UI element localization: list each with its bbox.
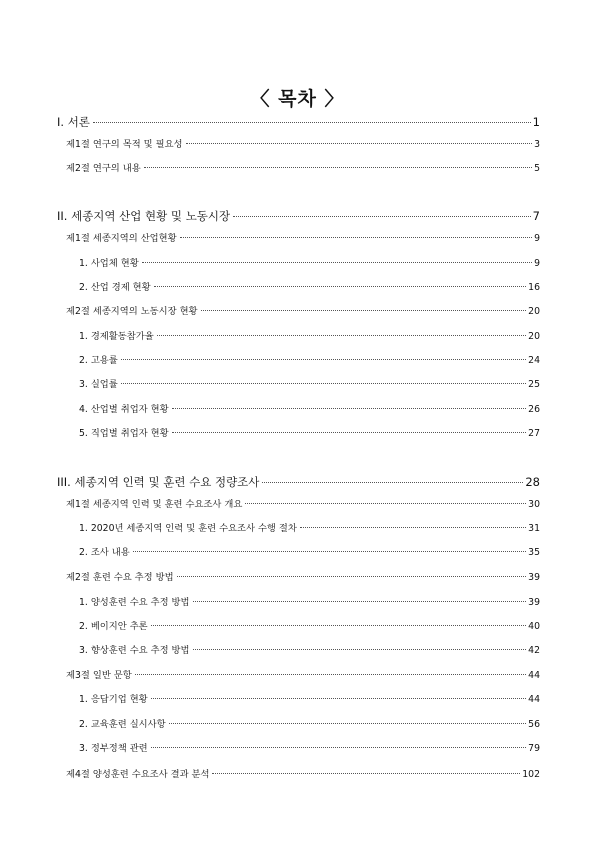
toc-section[interactable] (66, 766, 540, 780)
toc-item[interactable] (79, 376, 540, 390)
toc-label: 제1절 연구의 목적 및 필요성 (66, 139, 183, 150)
toc-item[interactable] (79, 425, 540, 439)
toc-chapter-2[interactable] (57, 208, 540, 222)
toc-label: 2. 조사 내용 (79, 547, 130, 558)
toc-page-number: 16 (528, 282, 540, 293)
toc-section[interactable] (66, 569, 540, 583)
toc-label: 1. 2020년 세종지역 인력 및 훈련 수요조사 수행 절차 (79, 523, 297, 534)
toc-page-number: 9 (534, 233, 540, 244)
toc-label: II. 세종지역 산업 현황 및 노동시장 (57, 209, 231, 223)
toc-label: 4. 산업별 취업자 현황 (79, 404, 169, 415)
dot-leader (262, 482, 523, 483)
toc-item[interactable] (79, 255, 540, 269)
dot-leader (121, 383, 526, 384)
toc-label: 5. 직업별 취업자 현황 (79, 428, 169, 439)
toc-page-number: 31 (528, 523, 540, 534)
dot-leader (172, 432, 527, 433)
dot-leader (180, 237, 532, 238)
toc-label: 제1절 세종지역의 산업현황 (66, 233, 177, 244)
toc-item[interactable] (79, 544, 540, 558)
toc-label: III. 세종지역 인력 및 훈련 수요 정량조사 (57, 475, 260, 489)
dot-leader (193, 649, 527, 650)
dot-leader (245, 503, 526, 504)
dot-leader (201, 310, 527, 311)
dot-leader (193, 601, 527, 602)
toc-label: 1. 경제활동참가율 (79, 331, 154, 342)
dot-leader (93, 122, 531, 123)
toc-label: 제2절 훈련 수요 추정 방법 (66, 572, 174, 583)
toc-section[interactable] (66, 496, 540, 510)
toc-page-number: 9 (534, 258, 540, 269)
dot-leader (135, 674, 526, 675)
dot-leader (151, 625, 526, 626)
toc-label: I. 서론 (57, 115, 90, 129)
toc-page-number: 7 (532, 209, 540, 223)
toc-page-number: 20 (528, 306, 540, 317)
toc-label: 2. 고용률 (79, 355, 118, 366)
toc-page-number: 44 (528, 694, 540, 705)
toc-item[interactable] (79, 328, 540, 342)
toc-item[interactable] (79, 352, 540, 366)
toc-label: 제3절 일반 문항 (66, 670, 132, 681)
toc-page-number: 79 (528, 743, 540, 754)
toc-chapter-1[interactable] (57, 114, 540, 128)
dot-leader (233, 216, 531, 217)
toc-page-number: 39 (528, 597, 540, 608)
toc-label: 2. 베이지안 추론 (79, 621, 148, 632)
toc-section[interactable] (66, 303, 540, 317)
toc-page-number: 20 (528, 331, 540, 342)
toc-page-number: 40 (528, 621, 540, 632)
toc-label: 1. 사업체 현황 (79, 258, 139, 269)
toc-section[interactable] (66, 136, 540, 150)
dot-leader (142, 262, 532, 263)
toc-label: 2. 산업 경제 현황 (79, 282, 151, 293)
toc-item[interactable] (79, 279, 540, 293)
toc-section[interactable] (66, 667, 540, 681)
toc-section[interactable] (66, 230, 540, 244)
toc-label: 3. 향상훈련 수요 추정 방법 (79, 645, 190, 656)
toc-page-number: 102 (522, 769, 540, 780)
toc-page-number: 3 (534, 139, 540, 150)
toc-label: 3. 실업률 (79, 379, 118, 390)
dot-leader (144, 167, 532, 168)
dot-leader (121, 359, 526, 360)
toc-page-number: 39 (528, 572, 540, 583)
dot-leader (154, 286, 527, 287)
dot-leader (157, 335, 526, 336)
dot-leader (177, 576, 527, 577)
dot-leader (151, 698, 526, 699)
toc-item[interactable] (79, 740, 540, 754)
toc-label: 3. 정부정책 관련 (79, 743, 148, 754)
toc-item[interactable] (79, 520, 540, 534)
dot-leader (186, 143, 533, 144)
toc-page-number: 56 (528, 719, 540, 730)
toc-page-number: 35 (528, 547, 540, 558)
toc-page-number: 44 (528, 670, 540, 681)
dot-leader (212, 773, 520, 774)
toc-label: 2. 교육훈련 실시사항 (79, 719, 166, 730)
dot-leader (133, 551, 526, 552)
toc-page-number: 24 (528, 355, 540, 366)
toc-label: 제2절 세종지역의 노동시장 현황 (66, 306, 198, 317)
dot-leader (151, 747, 526, 748)
toc-page-number: 42 (528, 645, 540, 656)
dot-leader (300, 527, 526, 528)
toc-label: 제2절 연구의 내용 (66, 163, 141, 174)
toc-page-number: 28 (525, 475, 540, 489)
toc-page-number: 25 (528, 379, 540, 390)
toc-item[interactable] (79, 642, 540, 656)
toc-label: 제4절 양성훈련 수요조사 결과 분석 (66, 769, 210, 780)
toc-page-number: 5 (534, 163, 540, 174)
toc-section[interactable] (66, 160, 540, 174)
toc-label: 1. 응답기업 현황 (79, 694, 148, 705)
dot-leader (169, 723, 527, 724)
toc-label: 제1절 세종지역 인력 및 훈련 수요조사 개요 (66, 499, 243, 510)
toc-item[interactable] (79, 401, 540, 415)
toc-item[interactable] (79, 691, 540, 705)
toc-page-number: 26 (528, 404, 540, 415)
toc-label: 1. 양성훈련 수요 추정 방법 (79, 597, 190, 608)
toc-item[interactable] (79, 618, 540, 632)
toc-item[interactable] (79, 594, 540, 608)
toc-page-number: 27 (528, 428, 540, 439)
toc-chapter-3[interactable] (57, 474, 540, 488)
toc-page-number: 30 (528, 499, 540, 510)
toc-page-number: 1 (532, 115, 540, 129)
toc-item[interactable] (79, 716, 540, 730)
dot-leader (172, 408, 527, 409)
page-title: 〈 목차 〉 (250, 88, 345, 110)
